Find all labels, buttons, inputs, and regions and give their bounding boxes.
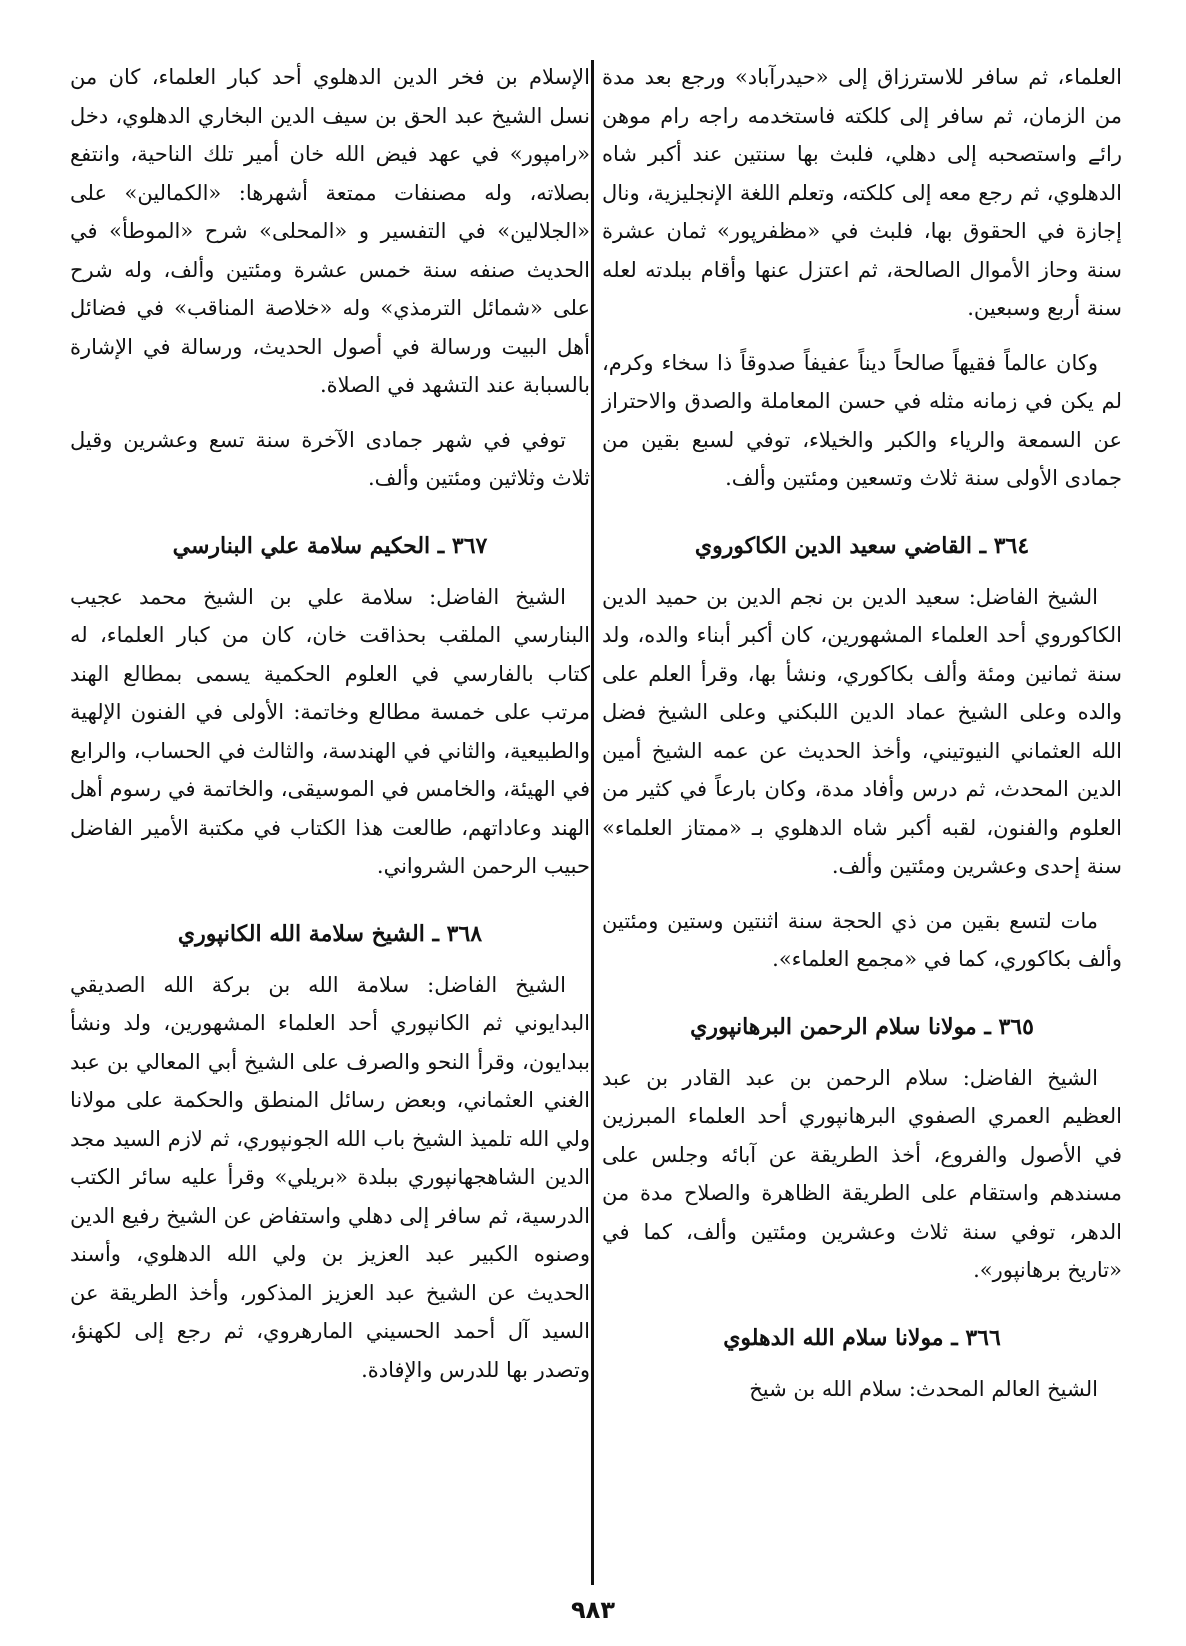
paragraph: وكان عالماً فقيهاً صالحاً ديناً عفيفاً صدوقاً ذا سخاء وكرم، لم يكن في زمانه مثله في حسن المعاملة والصدق والاحتراز عن السمعة والرياء والكبر والخيلاء، توفي لسبع بقين من جمادى الأولى سنة ثلاث وتسعين ومئتين وألف.: [602, 350, 1122, 490]
paragraph: الشيخ الفاضل: سلامة علي بن الشيخ محمد عجيب البنارسي الملقب بحذاقت خان، كان من كبار العلماء، له كتاب بالفارسي في العلوم الحكمية يسمى بمطالع الهند مرتب على خمسة مطالع وخاتمة: الأولى في الفنون الإلهية والطبيعية، والثاني في الهندسة، والثالث في الحساب، والرابع في الهيئة، والخامس في الموسيقى، والخاتمة في رسوم أهل الهند وعاداتهم، طالعت هذا الكتاب في مكتبة الأمير الفاضل حبيب الرحمن الشرواني.: [70, 584, 590, 878]
left-column: [70, 58, 590, 1405]
right-column: [602, 58, 1122, 1424]
entry-heading-368: ٣٦٨ ـ الشيخ سلامة الله الكانپوري: [177, 920, 483, 947]
entry-heading-365: ٣٦٥ ـ مولانا سلام الرحمن البرهانپوري: [690, 1013, 1034, 1040]
paragraph: الشيخ الفاضل: سلام الرحمن بن عبد القادر بن عبد العظيم العمري الصفوي البرهانپوري أحد العلماء المبرزين في الأصول والفروع، أخذ الطريقة عن آبائه وجلس على مسندهم واستقام على الطريقة الظاهرة والصلاح مدة من الدهر، توفي سنة ثلاث وعشرين ومئتين وألف، كما في «تاريخ برهانپور».: [602, 1065, 1122, 1282]
paragraph: توفي في شهر جمادى الآخرة سنة تسع وعشرين وقيل ثلاث وثلاثين ومئتين وألف.: [70, 427, 590, 490]
paragraph: الشيخ الفاضل: سعيد الدين بن نجم الدين بن حميد الدين الكاكوروي أحد العلماء المشهورين، كان أكبر أبناء والده، ولد سنة ثمانين ومئة وألف بكاكوري، ونشأ بها، وقرأ العلم على والده وعلى الشيخ عماد الدين اللبكني وعلى الشيخ فضل الله العثماني النيوتيني، وأخذ الحديث عن عمه الشيخ أمين الدين المحدث، ثم درس وأفاد مدة، وكان بارعاً في كثير من العلوم والفنون، لقبه أكبر شاه الدهلوي بـ «ممتاز العلماء» سنة إحدى وعشرين ومئتين وألف.: [602, 584, 1122, 878]
paragraph: الشيخ الفاضل: سلامة الله بن بركة الله الصديقي البدايوني ثم الكانپوري أحد العلماء المشهورين، ولد ونشأ ببدايون، وقرأ النحو والصرف على الشيخ أبي المعالي بن عبد الغني العثماني، وبعض رسائل المنطق والحكمة على مولانا ولي الله تلميذ الشيخ باب الله الجونپوري، ثم لازم السيد مجد الدين الشاهجهانپوري ببلدة «بريلي» وقرأ عليه سائر الكتب الدرسية، ثم سافر إلى دهلي واستفاض عن الشيخ رفيع الدين وصنوه الكبير عبد العزيز بن ولي الله الدهلوي، وأسند الحديث عن الشيخ عبد العزيز المذكور، وأخذ الطريقة عن السيد آل أحمد الحسيني المارهروي، ثم رجع إلى لكهنؤ، وتصدر بها للدرس والإفادة.: [70, 972, 590, 1382]
paragraph: العلماء، ثم سافر للاسترزاق إلى «حيدرآباد» ورجع بعد مدة من الزمان، ثم سافر إلى كلكته فاستخدمه راجه رام موهن رائے واستصحبه إلى دهلي، فلبث بها سنتين عند أكبر شاه الدهلوي، ثم رجع معه إلى كلكته، وتعلم اللغة الإنجليزية، ونال إجازة في الحقوق بها، فلبث في «مظفرپور» ثمان عشرة سنة وحاز الأموال الصالحة، ثم اعتزل عنها وأقام ببلدته لعله سنة أربع وسبعين.: [602, 65, 1122, 320]
column-divider: [591, 60, 594, 1585]
entry-heading-364: ٣٦٤ ـ القاضي سعيد الدين الكاكوروي: [694, 532, 1030, 559]
entry-heading-366: ٣٦٦ ـ مولانا سلام الله الدهلوي: [723, 1324, 1001, 1351]
paragraph: مات لتسع بقين من ذي الحجة سنة اثنتين وستين ومئتين وألف بكاكوري، كما في «مجمع العلماء».: [602, 908, 1122, 971]
entry-heading-367: ٣٦٧ ـ الحكيم سلامة علي البنارسي: [172, 532, 488, 559]
page-number: ٩٨٣: [571, 1596, 615, 1624]
paragraph: الإسلام بن فخر الدين الدهلوي أحد كبار العلماء، كان من نسل الشيخ عبد الحق بن سيف الدين البخاري الدهلوي، دخل «رامپور» في عهد فيض الله خان أمير تلك الناحية، وانتفع بصلاته، وله مصنفات ممتعة أشهرها: «الكمالين» على «الجلالين» في التفسير و «المحلى» شرح «الموطأ» في الحديث صنفه سنة خمس عشرة ومئتين وألف، وله شرح على «شمائل الترمذي» وله «خلاصة المناقب» في فضائل أهل البيت ورسالة في أصول الحديث، ورسالة في الإشارة بالسبابة عند التشهد في الصلاة.: [70, 65, 590, 397]
paragraph: الشيخ العالم المحدث: سلام الله بن شيخ: [749, 1376, 1098, 1401]
